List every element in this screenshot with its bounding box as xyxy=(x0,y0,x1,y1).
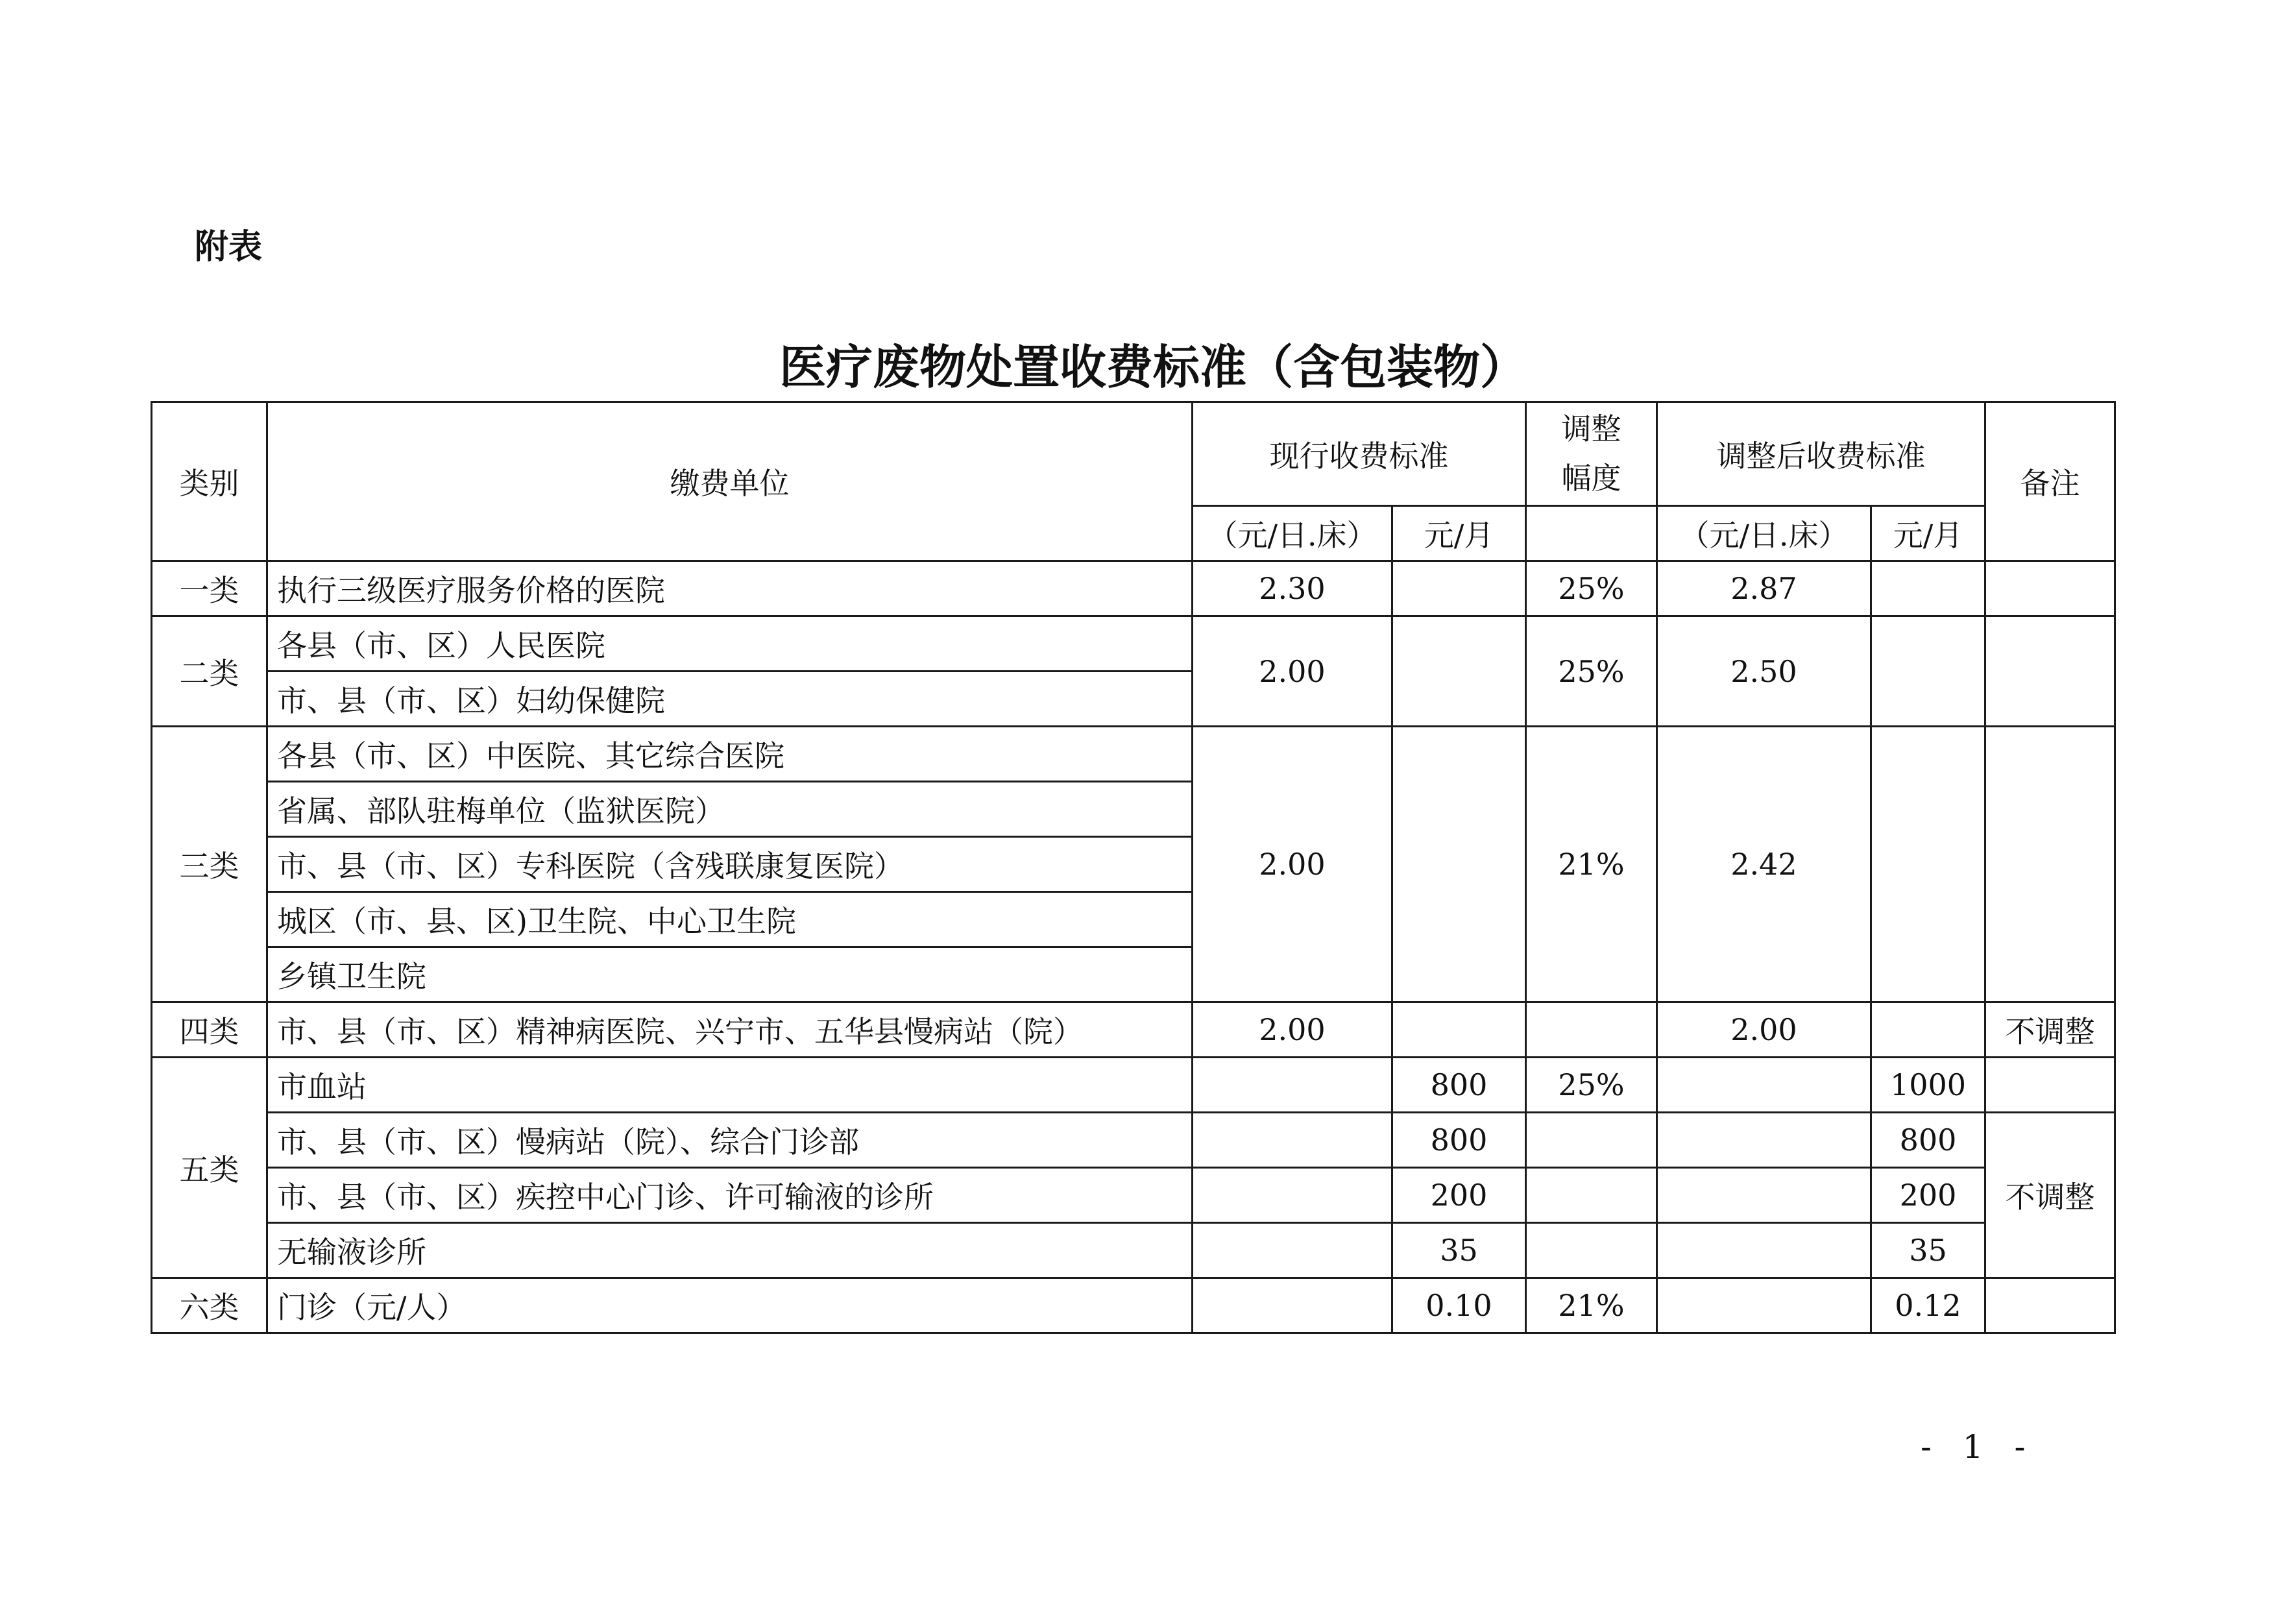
adjusted-bed-cell: 2.00 xyxy=(1657,1002,1871,1058)
rate-cell xyxy=(1526,1113,1657,1168)
header-current-unit-bed: （元/日.床） xyxy=(1193,506,1392,561)
remark-cell xyxy=(1985,727,2115,1002)
table-row xyxy=(152,727,2115,782)
payer-cell: 各县（市、区）中医院、其它综合医院 xyxy=(267,727,1193,782)
rate-cell xyxy=(1526,1223,1657,1278)
payer-cell: 各县（市、区）人民医院 xyxy=(267,616,1193,672)
rate-cell: 21% xyxy=(1526,1278,1657,1333)
header-adjusted-unit-month: 元/月 xyxy=(1871,506,1985,561)
adjusted-month-cell: 200 xyxy=(1871,1168,1985,1223)
rate-cell: 25% xyxy=(1526,561,1657,616)
current-month-cell xyxy=(1392,727,1526,1002)
category-cell: 六类 xyxy=(152,1278,267,1333)
remark-cell xyxy=(1985,1278,2115,1333)
header-adjusted-standard: 调整后收费标准 xyxy=(1657,402,1985,506)
current-month-cell xyxy=(1392,616,1526,727)
payer-cell: 市、县（市、区）专科医院（含残联康复医院） xyxy=(267,837,1193,892)
current-month-cell xyxy=(1392,561,1526,616)
fee-standard-table xyxy=(151,401,2116,1334)
payer-cell: 市血站 xyxy=(267,1058,1193,1113)
payer-cell: 市、县（市、区）精神病医院、兴宁市、五华县慢病站（院） xyxy=(267,1002,1193,1058)
remark-cell xyxy=(1985,616,2115,727)
rate-cell: 25% xyxy=(1526,1058,1657,1113)
current-month-cell: 800 xyxy=(1392,1058,1526,1113)
adjusted-bed-cell xyxy=(1657,1223,1871,1278)
adjusted-month-cell: 1000 xyxy=(1871,1058,1985,1113)
current-month-cell xyxy=(1392,1002,1526,1058)
payer-cell: 无输液诊所 xyxy=(267,1223,1193,1278)
table-row xyxy=(152,616,2115,672)
header-current-unit-month: 元/月 xyxy=(1392,506,1526,561)
table-row xyxy=(152,1278,2115,1333)
rate-cell xyxy=(1526,1168,1657,1223)
remark-cell xyxy=(1985,1058,2115,1113)
current-month-cell: 200 xyxy=(1392,1168,1526,1223)
header-category: 类别 xyxy=(152,402,267,561)
current-bed-cell: 2.00 xyxy=(1193,616,1392,727)
header-remark: 备注 xyxy=(1985,402,2115,561)
header-row-main xyxy=(152,402,2115,506)
current-bed-cell xyxy=(1193,1223,1392,1278)
payer-cell: 执行三级医疗服务价格的医院 xyxy=(267,561,1193,616)
current-bed-cell xyxy=(1193,1058,1392,1113)
remark-cell: 不调整 xyxy=(1985,1002,2115,1058)
payer-cell: 市、县（市、区）疾控中心门诊、许可输液的诊所 xyxy=(267,1168,1193,1223)
payer-cell: 乡镇卫生院 xyxy=(267,947,1193,1002)
header-adjust-line2: 幅度 xyxy=(1561,460,1621,496)
header-adjust-rate xyxy=(1526,402,1657,506)
adjusted-month-cell: 800 xyxy=(1871,1113,1985,1168)
remark-cell xyxy=(1985,561,2115,616)
category-cell: 三类 xyxy=(152,727,267,1002)
adjusted-month-cell xyxy=(1871,616,1985,727)
header-rate-blank xyxy=(1526,506,1657,561)
adjusted-month-cell: 35 xyxy=(1871,1223,1985,1278)
document-title: 医疗废物处置收费标准（含包装物） xyxy=(779,340,1527,394)
current-bed-cell xyxy=(1193,1278,1392,1333)
header-current-standard: 现行收费标准 xyxy=(1193,402,1526,506)
adjusted-bed-cell: 2.87 xyxy=(1657,561,1871,616)
payer-cell: 省属、部队驻梅单位（监狱医院） xyxy=(267,782,1193,837)
adjusted-bed-cell: 2.50 xyxy=(1657,616,1871,727)
category-cell: 二类 xyxy=(152,616,267,727)
current-bed-cell xyxy=(1193,1113,1392,1168)
table-row xyxy=(152,1058,2115,1113)
header-payer: 缴费单位 xyxy=(267,402,1193,561)
table-row xyxy=(152,1113,2115,1168)
payer-cell: 城区（市、县、区)卫生院、中心卫生院 xyxy=(267,892,1193,947)
current-bed-cell: 2.00 xyxy=(1193,727,1392,1002)
rate-cell: 25% xyxy=(1526,616,1657,727)
adjusted-bed-cell xyxy=(1657,1168,1871,1223)
current-month-cell: 35 xyxy=(1392,1223,1526,1278)
current-bed-cell: 2.00 xyxy=(1193,1002,1392,1058)
page-number: - 1 - xyxy=(1921,1428,2036,1466)
table-row xyxy=(152,561,2115,616)
table-row xyxy=(152,1002,2115,1058)
adjusted-month-cell xyxy=(1871,561,1985,616)
payer-cell: 市、县（市、区）慢病站（院）、综合门诊部 xyxy=(267,1113,1193,1168)
adjusted-bed-cell: 2.42 xyxy=(1657,727,1871,1002)
current-bed-cell xyxy=(1193,1168,1392,1223)
table-row xyxy=(152,1168,2115,1223)
payer-cell: 门诊（元/人） xyxy=(267,1278,1193,1333)
adjusted-bed-cell xyxy=(1657,1278,1871,1333)
category-cell: 四类 xyxy=(152,1002,267,1058)
current-month-cell: 0.10 xyxy=(1392,1278,1526,1333)
table-row xyxy=(152,1223,2115,1278)
current-month-cell: 800 xyxy=(1392,1113,1526,1168)
adjusted-month-cell: 0.12 xyxy=(1871,1278,1985,1333)
adjusted-month-cell xyxy=(1871,1002,1985,1058)
current-bed-cell: 2.30 xyxy=(1193,561,1392,616)
attachment-label: 附表 xyxy=(195,228,263,267)
adjusted-bed-cell xyxy=(1657,1113,1871,1168)
rate-cell: 21% xyxy=(1526,727,1657,1002)
payer-cell: 市、县（市、区）妇幼保健院 xyxy=(267,672,1193,727)
rate-cell xyxy=(1526,1002,1657,1058)
adjusted-month-cell xyxy=(1871,727,1985,1002)
category-cell: 一类 xyxy=(152,561,267,616)
adjusted-bed-cell xyxy=(1657,1058,1871,1113)
header-adjusted-unit-bed: （元/日.床） xyxy=(1657,506,1871,561)
remark-cell: 不调整 xyxy=(1985,1113,2115,1278)
category-cell: 五类 xyxy=(152,1058,267,1278)
header-adjust-line1: 调整 xyxy=(1561,411,1621,446)
